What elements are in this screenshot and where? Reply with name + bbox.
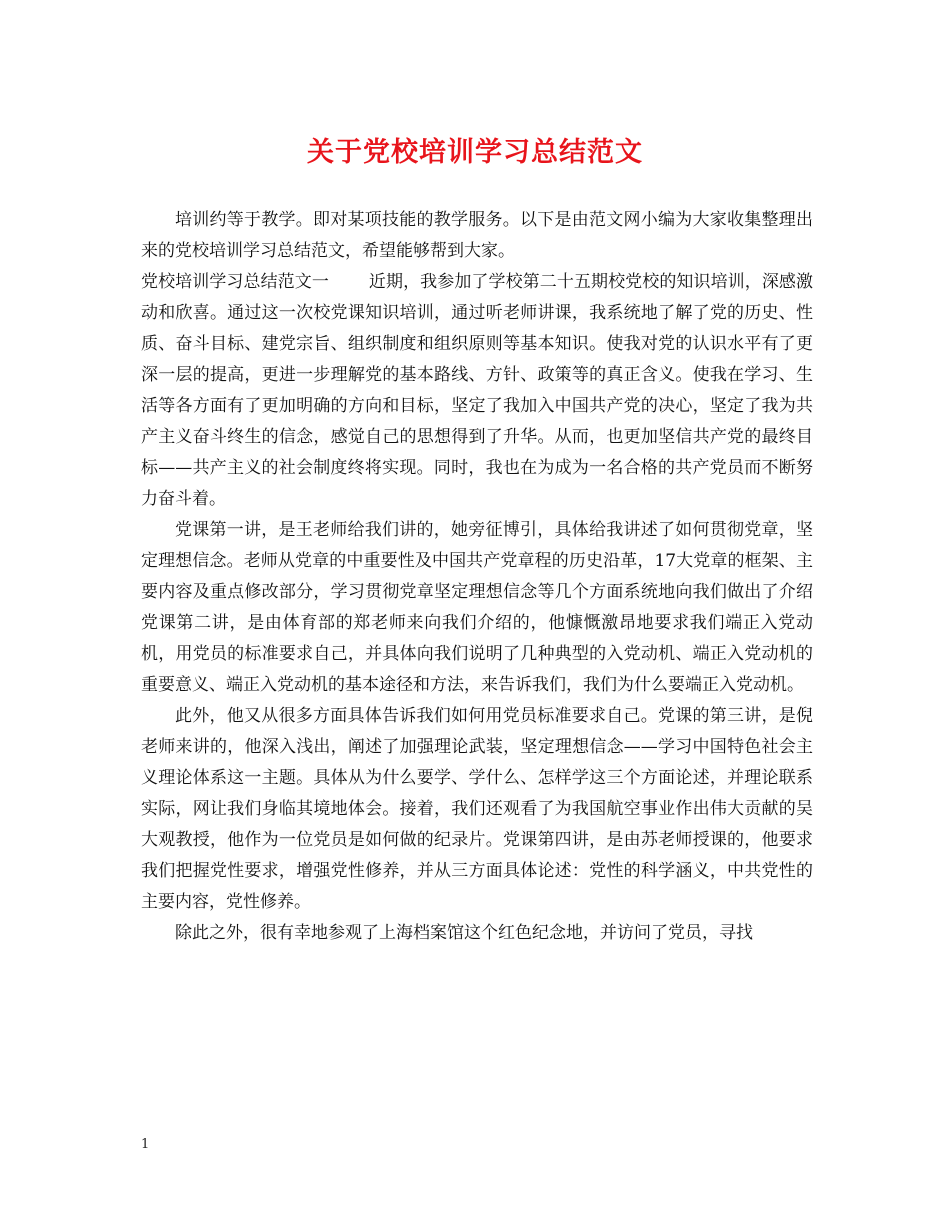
page-title: 关于党校培训学习总结范文 — [307, 137, 643, 168]
paragraph-text: 近期，我参加了学校第二十五期校党校的知识培训，深感激动和欣喜。通过这一次校党课知识培训，通过听老师讲课，我系统地了解了党的历史、性质、奋斗目标、建党宗旨、组织制度和组织原则等基本知识。使我对党的认识水平有了更深一层的提高，更进一步理解党的基本路线、方针、政策等的真正含义。使我在学习、生活等各方面有了更加明确的方向和目标，坚定了我加入中国共产党的决心，坚定了我为共产主义奋斗终生的信念，感觉自己的思想得到了升华。从而，也更加坚信共产党的最终目标——共产主义的社会制度终将实现。同时，我也在为成为一名合格的共产党员而不断努力奋斗着。 — [141, 272, 814, 509]
section-paragraph-1 — [141, 267, 813, 515]
section-heading: 党校培训学习总结范文一 — [141, 272, 329, 292]
document-body — [141, 205, 813, 949]
paragraph-2: 党课第一讲，是王老师给我们讲的，她旁征博引，具体给我讲述了如何贯彻党章，坚定理想信念。老师从党章的中重要性及中国共产党章程的历史沿革，17大党章的框架、主要内容及重点修改部分，学习贯彻党章坚定理想信念等几个方面系统地向我们做出了介绍党课第二讲，是由体育部的郑老师来向我们介绍的，他慷慨激昂地要求我们端正入党动机，用党员的标准要求自己，并具体向我们说明了几种典型的入党动机、端正入党动机的重要意义、端正入党动机的基本途径和方法，来告诉我们，我们为什么要端正入党动机。 — [141, 520, 813, 695]
page-number: 1 — [141, 1137, 150, 1152]
paragraph-4: 除此之外，很有幸地参观了上海档案馆这个红色纪念地，并访问了党员，寻找 — [175, 923, 753, 943]
intro-paragraph: 培训约等于教学。即对某项技能的教学服务。以下是由范文网小编为大家收集整理出来的党校培训学习总结范文，希望能够帮到大家。 — [141, 210, 813, 261]
paragraph-3: 此外，他又从很多方面具体告诉我们如何用党员标准要求自己。党课的第三讲，是倪老师来讲的，他深入浅出，阐述了加强理论武装，坚定理想信念——学习中国特色社会主义理论体系这一主题。具体从为什么要学、学什么、怎样学这三个方面论述，并理论联系实际，网让我们身临其境地体会。接着，我们还观看了为我国航空事业作出伟大贡献的吴大观教授，他作为一位党员是如何做的纪录片。党课第四讲，是由苏老师授课的，他要求我们把握党性要求，增强党性修养，并从三方面具体论述：党性的科学涵义，中共党性的主要内容，党性修养。 — [141, 706, 813, 912]
